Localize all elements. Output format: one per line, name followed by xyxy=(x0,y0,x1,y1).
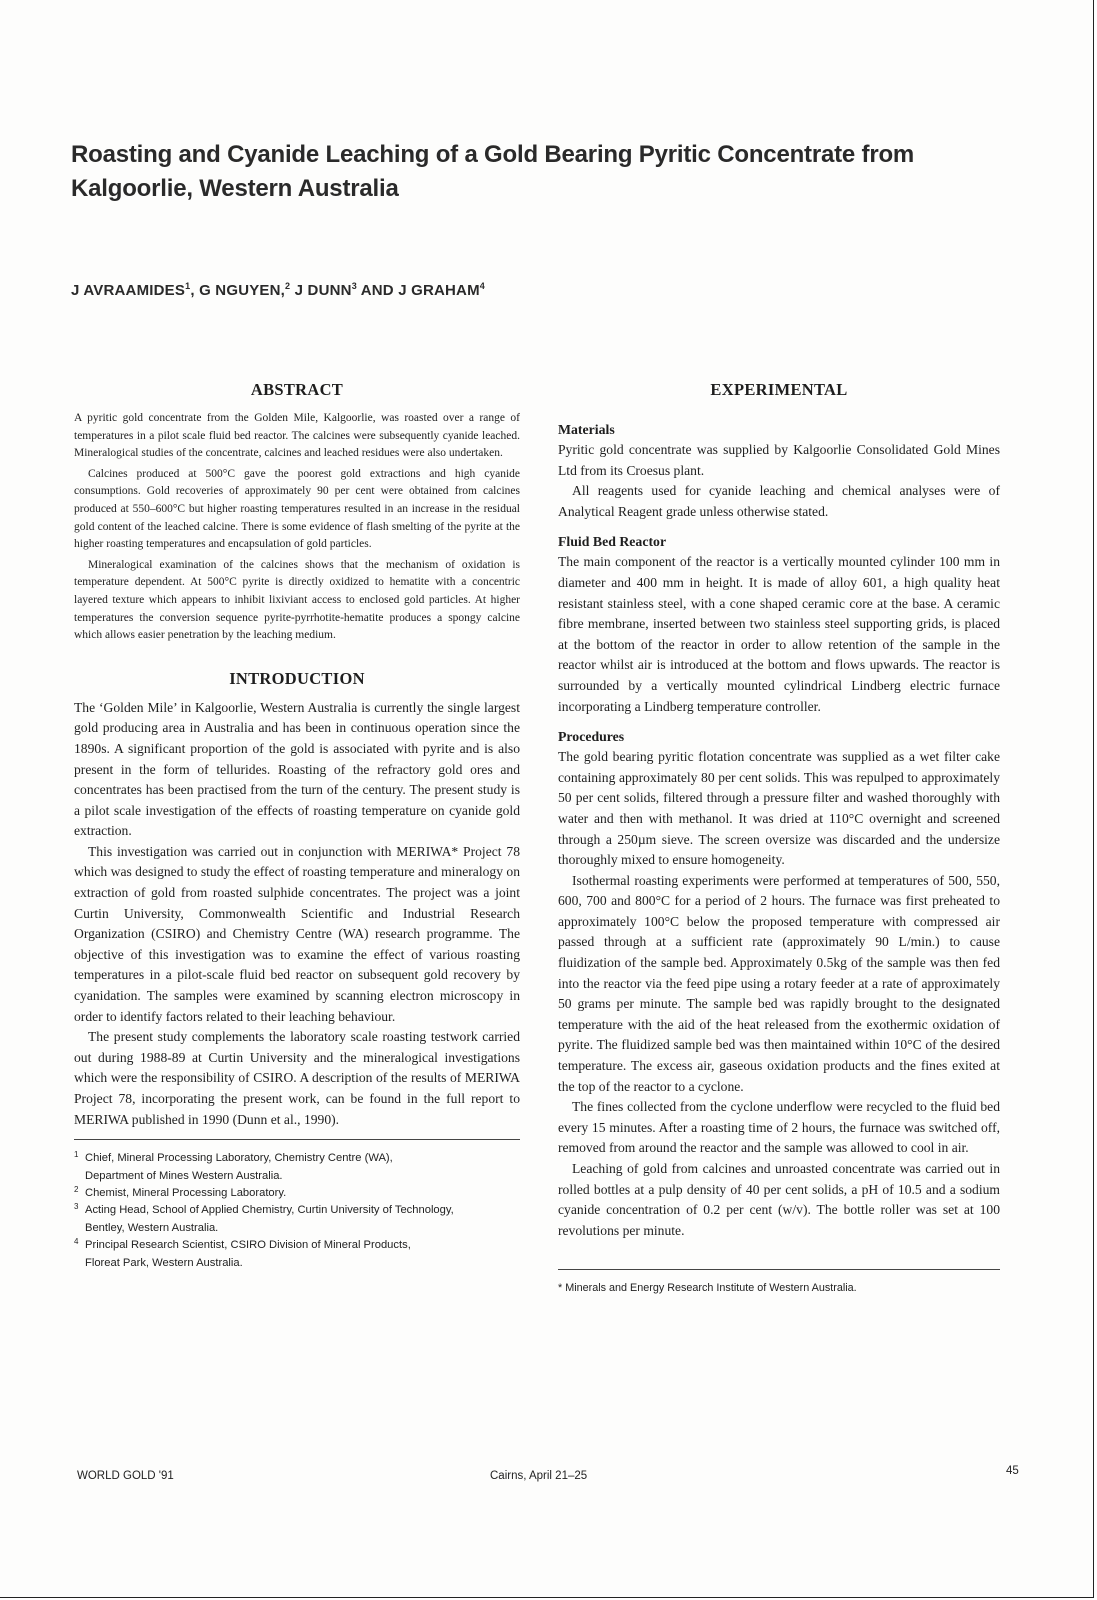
body-paragraph: Pyritic gold concentrate was supplied by Kalgoorlie Consolidated Gold Mines Ltd from its Croesus plant. xyxy=(558,442,1000,478)
footnote-text: Floreat Park, Western Australia. xyxy=(85,1256,243,1269)
page-number: 45 xyxy=(1006,1465,1019,1477)
procedures-heading: Procedures xyxy=(558,729,625,745)
footnote-text: Acting Head, School of Applied Chemistry, Curtin University of Technology, xyxy=(85,1204,454,1217)
footer-location-date: Cairns, April 21–25 xyxy=(490,1470,588,1482)
experimental-heading: EXPERIMENTAL xyxy=(710,380,848,399)
introduction-section xyxy=(74,669,520,1130)
footnote-text: Bentley, Western Australia. xyxy=(85,1221,219,1234)
fluid-bed-reactor-heading: Fluid Bed Reactor xyxy=(558,534,667,550)
body-paragraph: This investigation was carried out in conjunction with MERIWA* Project 78 which was designed to study the effect of roasting temperature and mineralogy on extraction of gold from roasted sulphide concentrates. The project was a joint Curtin University, Commonwealth Scientific and Industrial Research Organization (CSIRO) and Chemistry Centre (WA) research programme. The objective of this investigation was to examine the effect of various roasting temperatures in a pilot-scale fluid bed reactor on subsequent gold recovery by cyanidation. The samples were examined by scanning electron microscopy in order to identify factors related to their leaching behaviour. xyxy=(74,843,520,1024)
footnote-mark: 2 xyxy=(74,1185,79,1194)
affiliation-mark: 2 xyxy=(285,281,291,291)
footnote-text: Department of Mines Western Australia. xyxy=(85,1169,283,1182)
body-paragraph: The fines collected from the cyclone underflow were recycled to the fluid bed every 15 minutes. After a roasting time of 2 hours, the furnace was switched off, removed from around the reactor and the sample was allowed to cool in air. xyxy=(558,1099,1000,1156)
body-paragraph: The main component of the reactor is a vertically mounted cylinder 100 mm in diameter and 400 mm in height. It is made of alloy 601, a high quality heat resistant stainless steel, with a cone shaped ceramic core at the base. A ceramic fibre membrane, inserted between two stainless steel supporting grids, is placed at the bottom of the reactor in order to allow retention of the sample in the reactor whilst air is introduced at the bottom and flows upwards. The reactor is surrounded by a vertically mounted cylindrical Lindberg electric furnace incorporating a Lindberg temperature controller. xyxy=(558,554,1000,714)
abstract-paragraph: Mineralogical examination of the calcines shows that the mechanism of oxidation is temperature dependent. At 500°C pyrite is directly oxidized to hematite with a concentric layered texture which appears to inhibit lixiviant access to enclosed gold particles. At higher temperatures the conversion sequence pyrite-pyrrhotite-hematite produces a spongy calcine which allows easier penetration by the leaching medium. xyxy=(74,558,520,642)
affiliation-footnotes xyxy=(74,1150,520,1272)
footnote-mark: 4 xyxy=(74,1237,79,1247)
author-separator: AND xyxy=(356,282,399,299)
footnote-text: Chemist, Mineral Processing Laboratory. xyxy=(85,1187,287,1199)
abstract-paragraph: Calcines produced at 500°C gave the poorest gold extractions and high cyanide consumptions. Gold recoveries of approximately 90 per cent were obtained from calcines produced at 550–600°C but higher roasting temperatures resulted in an increase in the residual gold content of the leached calcine. There is some evidence of flash smelting of the pyrite at the higher roasting temperatures and encapsulation of gold particles. xyxy=(74,467,520,551)
abstract-section xyxy=(74,380,520,645)
author-name: J DUNN xyxy=(294,282,352,299)
meriwa-footnote: * Minerals and Energy Research Institute of Western Australia. xyxy=(558,1282,857,1295)
footnote-text: Principal Research Scientist, CSIRO Division of Mineral Products, xyxy=(85,1239,411,1252)
body-paragraph: Isothermal roasting experiments were performed at temperatures of 500, 550, 600, 700 and 800°C for a period of 2 hours. The furnace was first preheated to approximately 100°C below the proposed temperature with compressed air passed through at a sufficient rate (approximately 90 L/min.) to cause fluidization of the sample bed. Approximately 0.5kg of the sample was then fed into the reactor via the feed pipe using a rotary feeder at a rate of approximately 50 grams per minute. The sample bed was rapidly brought to the designated temperature with the aid of the heat released from the exothermic oxidation of pyrite. The fluidized sample bed was then maintained within 10°C of the desired temperature. The excess air, gaseous oxidation products and the fines exited at the top of the reactor to a cyclone. xyxy=(558,872,1000,1094)
affiliation-mark: 3 xyxy=(351,281,357,291)
footnote-rule xyxy=(558,1269,1000,1270)
footnote xyxy=(74,1185,520,1202)
footnote-text: Chief, Mineral Processing Laboratory, Chemistry Centre (WA), xyxy=(85,1152,393,1165)
footer-conference: WORLD GOLD '91 xyxy=(77,1470,174,1482)
body-paragraph: All reagents used for cyanide leaching and chemical analyses were of Analytical Reagent grade unless otherwise stated. xyxy=(558,483,1000,519)
abstract-heading: ABSTRACT xyxy=(250,380,344,399)
body-paragraph: The gold bearing pyritic flotation concentrate was supplied as a wet filter cake containing approximately 80 per cent solids. This was repulped to approximately 50 per cent solids, filtered through a pressure filter and washed thoroughly with water and then with methanol. It was dried at 110°C overnight and screened through a 250µm sieve. The screen oversize was discarded and the undersize thoroughly mixed to ensure homogeneity. xyxy=(558,749,1000,868)
affiliation-mark: 1 xyxy=(185,281,191,291)
affiliation-mark: 4 xyxy=(479,281,486,291)
body-paragraph: Leaching of gold from calcines and unroasted concentrate was carried out in rolled bottles at a pulp density of 40 per cent solids, a pH of 10.5 and a sodium cyanide concentration of 0.2 per cent (w/v). The bottle roller was set at 100 revolutions per minute. xyxy=(558,1161,1000,1238)
author-separator: , xyxy=(190,282,200,299)
footnote-mark: 1 xyxy=(74,1150,79,1160)
footnote-rule xyxy=(74,1139,520,1140)
author-name: G NGUYEN, xyxy=(199,282,286,299)
body-paragraph: The present study complements the laboratory scale roasting testwork carried out during 1988-89 at Curtin University and the mineralogical investigations which were the responsibility of CSIRO. A description of the results of MERIWA Project 78, incorporating the present work, can be found in the full report to MERIWA published in 1990 (Dunn et al., 1990). xyxy=(74,1029,520,1127)
introduction-heading: INTRODUCTION xyxy=(229,668,365,688)
footnote xyxy=(74,1237,520,1272)
abstract-paragraph: A pyritic gold concentrate from the Golden Mile, Kalgoorlie, was roasted over a range of temperatures in a pilot scale fluid bed reactor. The calcines were subsequently cyanide leached. Mineralogical studies of the concentrate, calcines and leached residues were also undertaken. xyxy=(74,412,520,460)
materials-heading: Materials xyxy=(558,422,615,437)
footnote xyxy=(74,1150,520,1185)
footnote xyxy=(74,1202,520,1237)
body-paragraph: The ‘Golden Mile’ in Kalgoorlie, Western Australia is currently the single largest gold producing area in Australia and has been in continuous operation since the 1890s. A significant proportion of the gold is associated with pyrite and is also present in the form of tellurides. Roasting of the refractory gold ores and concentrates has been practised from the turn of the century. The present study is a pilot scale investigation of the effects of roasting temperature on cyanide gold extraction. xyxy=(74,699,520,839)
footnote-mark: 3 xyxy=(74,1202,79,1212)
paper-title: Roasting and Cyanide Leaching of a Gold Bearing Pyritic Concentrate from Kalgoorlie, Western Australia xyxy=(71,141,915,202)
author-name: J GRAHAM xyxy=(398,282,480,299)
left-column xyxy=(74,380,520,1272)
right-column xyxy=(558,380,1000,1298)
author-name: J AVRAAMIDES xyxy=(71,282,186,299)
author-list xyxy=(71,281,485,299)
